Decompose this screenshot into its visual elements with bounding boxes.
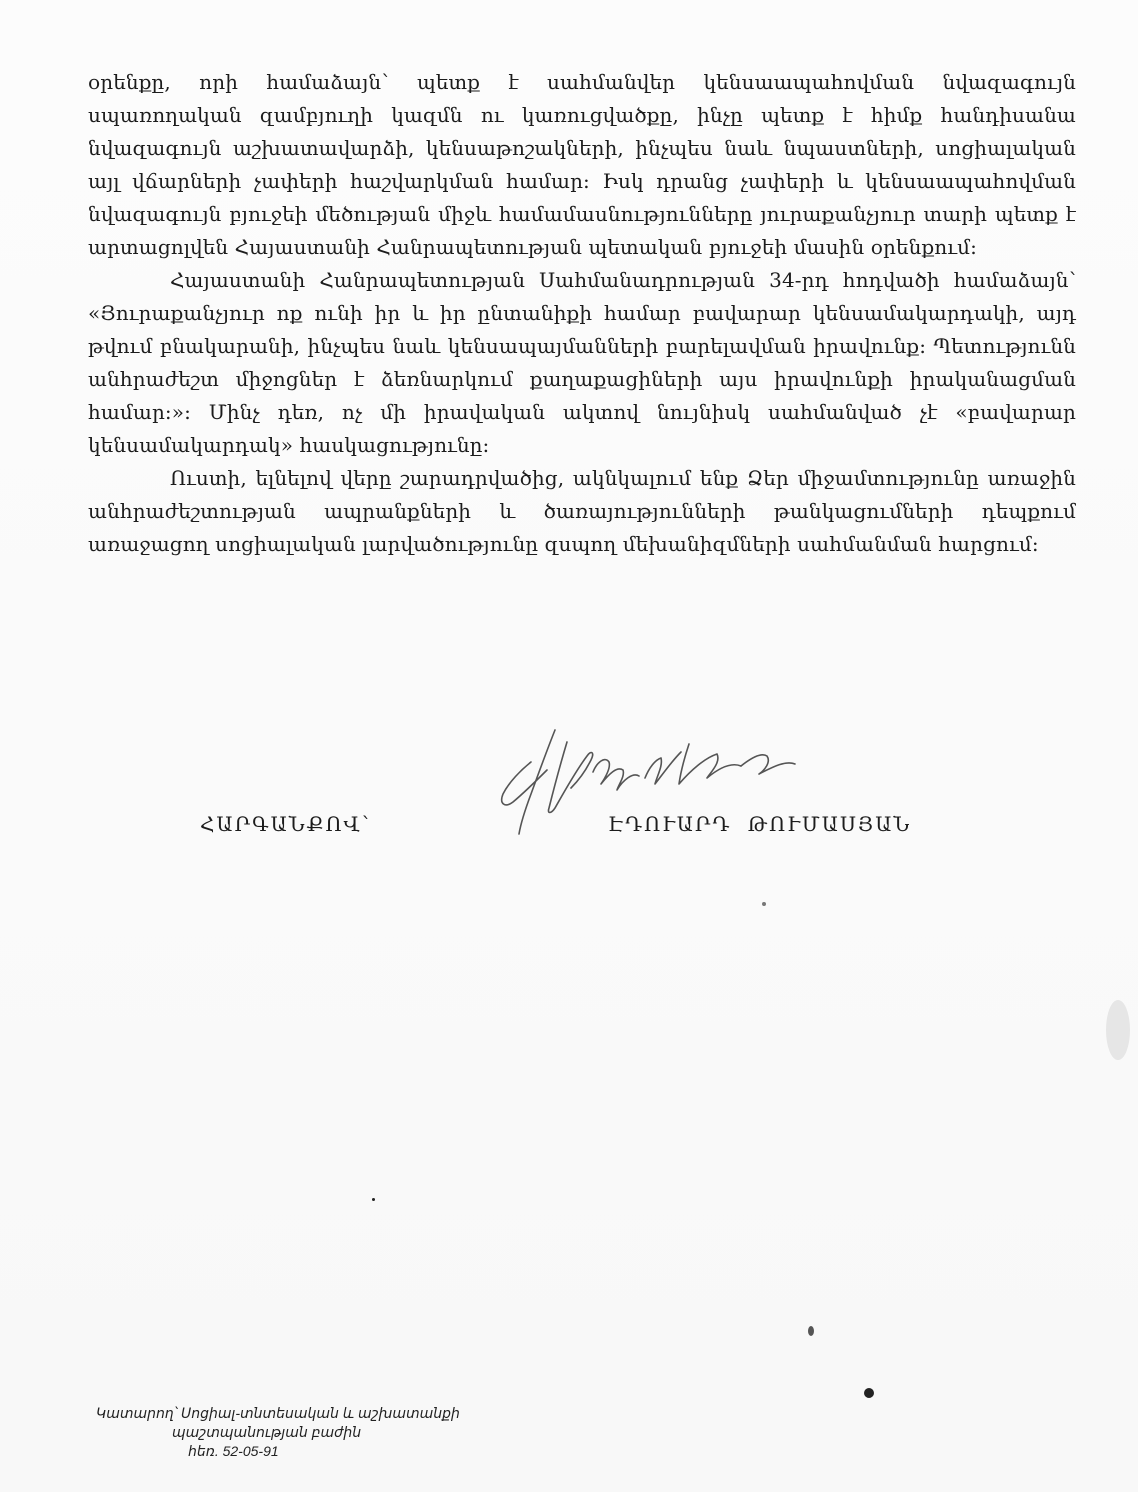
footer-department: պաշտպանության բաժին <box>172 1424 362 1440</box>
letter-body <box>88 66 1076 561</box>
scan-speck <box>372 1198 375 1201</box>
executor-footer <box>96 1404 460 1461</box>
scan-speck <box>762 902 766 906</box>
scan-speck <box>864 1388 874 1398</box>
scan-speck <box>808 1326 814 1336</box>
signatory-name: ԷԴՈՒԱՐԴ ԹՈՒՄԱՍՅԱՆ <box>608 812 912 836</box>
paragraph-1: օրենքը, որի համաձայն՝ պետք է սահմանվեր կենսաապահովման նվազագույն սպառողական զամբյուղի կազմն ու կառուցվածքը, ինչը պետք է հիմք հանդիսանա նվազագույն աշխատավարձի, կենսաթոշակների, ինչպես նաև նպաստների, սոցիալական այլ վճարների չափերի հաշվարկման համար: Իսկ դրանց չափերի և կենսաապահովման նվազագույն բյուջեի մեծության միջև համամասնությունները յուրաքանչյուր տարի պետք է արտացոլվեն Հայաստանի Հանրապետության պետական բյուջեի մասին օրենքում: <box>88 70 1076 259</box>
signature-block <box>0 812 1138 852</box>
closing-label: ՀԱՐԳԱՆՔՈՎ՝ <box>200 812 371 836</box>
footer-phone: հեռ. 52-05-91 <box>188 1443 279 1459</box>
footer-executor: Կատարող՝ Սոցիալ-տնտեսական և աշխատանքի <box>96 1405 460 1421</box>
paragraph-2: Հայաստանի Հանրապետության Սահմանադրության 34-րդ հոդվածի համաձայն՝ «Յուրաքանչյուր ոք ունի իր և իր ընտանիքի համար բավարար կենսամակարդակի, այդ թվում բնակարանի, ինչպես նաև կենսապայմանների բարելավման իրավունք: Պետությունն անհրաժեշտ միջոցներ է ձեռնարկում քաղաքացիների այս իրավունքի իրականացման համար:»: Մինչ դեռ, ոչ մի իրավական ակտով նույնիսկ սահմանված չէ «բավարար կենսամակարդակ» հասկացությունը: <box>88 268 1076 457</box>
scan-smudge <box>1106 1000 1130 1060</box>
paragraph-3: Ուստի, ելնելով վերը շարադրվածից, ակնկալում ենք Ձեր միջամտությունը առաջին անհրաժեշտության ապրանքների և ծառայությունների թանկացումների դեպքում առաջացող սոցիալական լարվածությունը զսպող մեխանիզմների սահմանման հարցում: <box>88 466 1076 556</box>
